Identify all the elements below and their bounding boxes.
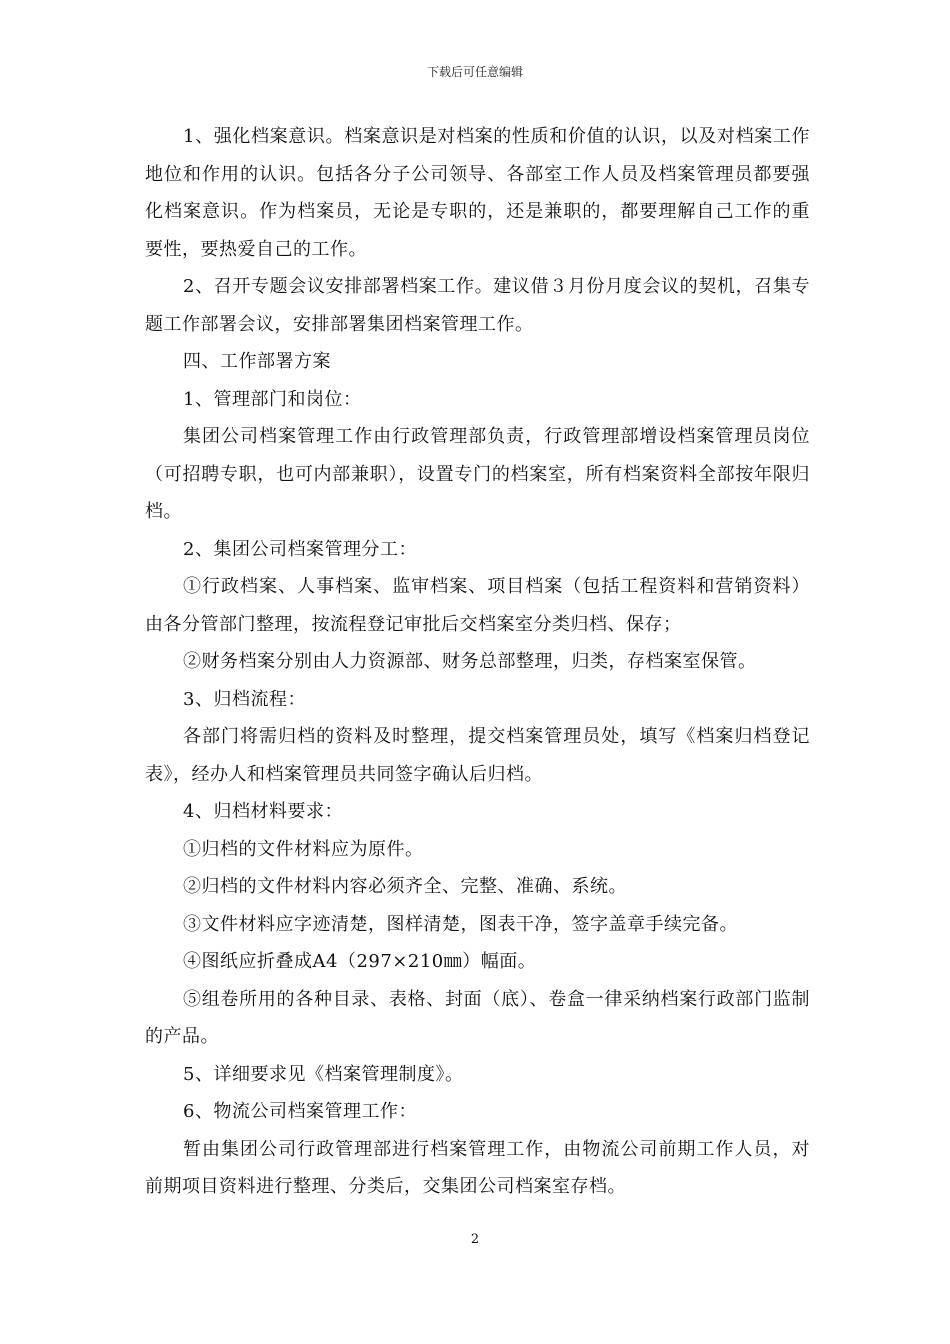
document-body [145,118,810,1206]
list-item-division-1: ①行政档案、人事档案、监审档案、项目档案（包括工程资料和营销资料）由各分管部门整理，按流程登记审批后交档案室分类归档、保存； [145,576,810,635]
list-item-requirement-2: ②归档的文件材料内容必须齐全、完整、准确、系统。 [183,876,627,897]
subheading-filing-process: 3、归档流程： [183,688,306,710]
list-item-division-2: ②财务档案分别由人力资源部、财务总部整理，归类，存档案室保管。 [183,651,757,672]
list-item-requirement-4: ④图纸应折叠成A4（297×210㎜）幅面。 [183,951,537,972]
section-heading-work-plan: 四、工作部署方案 [183,351,331,372]
page-header: 下载后可任意编辑 [426,65,523,79]
list-item-requirement-5: ⑤组卷所用的各种目录、表格、封面（底）、卷盒一律采纳档案行政部门监制的产品。 [145,988,810,1047]
subheading-management-department: 1、管理部门和岗位： [183,388,362,410]
paragraph-strengthen-awareness: 1、强化档案意识。档案意识是对档案的性质和价值的认识，以及对档案工作地位和作用的认识。包括各分子公司领导、各部室工作人员及档案管理员都要强化档案意识。作为档案员，无论是专职的，还是兼职的，都要理解自己工作的重要性，要热爱自己的工作。 [145,126,810,260]
paragraph-special-meeting: 2、召开专题会议安排部署档案工作。建议借３月份月度会议的契机，召集专题工作部署会议，安排部署集团档案管理工作。 [145,276,810,335]
paragraph-logistics-company: 暂由集团公司行政管理部进行档案管理工作，由物流公司前期工作人员，对前期项目资料进行整理、分类后，交集团公司档案室存档。 [145,1138,810,1197]
subheading-division-of-work: 2、集团公司档案管理分工： [183,538,417,560]
paragraph-detailed-requirements: 5、详细要求见《档案管理制度》。 [183,1063,464,1085]
list-item-requirement-3: ③文件材料应字迹清楚，图样清楚，图表干净，签字盖章手续完备。 [183,913,738,935]
list-item-requirement-1: ①归档的文件材料应为原件。 [183,838,424,860]
paragraph-filing-process: 各部门将需归档的资料及时整理，提交档案管理员处，填写《档案归档登记表》，经办人和档案管理员共同签字确认后归档。 [145,726,810,785]
subheading-logistics-company: 6、物流公司档案管理工作： [183,1101,417,1122]
page-number: 2 [470,1232,480,1247]
paragraph-management-department: 集团公司档案管理工作由行政管理部负责，行政管理部增设档案管理员岗位（可招聘专职，也可内部兼职），设置专门的档案室，所有档案资料全部按年限归档。 [145,426,810,522]
subheading-material-requirements: 4、归档材料要求： [183,801,343,822]
